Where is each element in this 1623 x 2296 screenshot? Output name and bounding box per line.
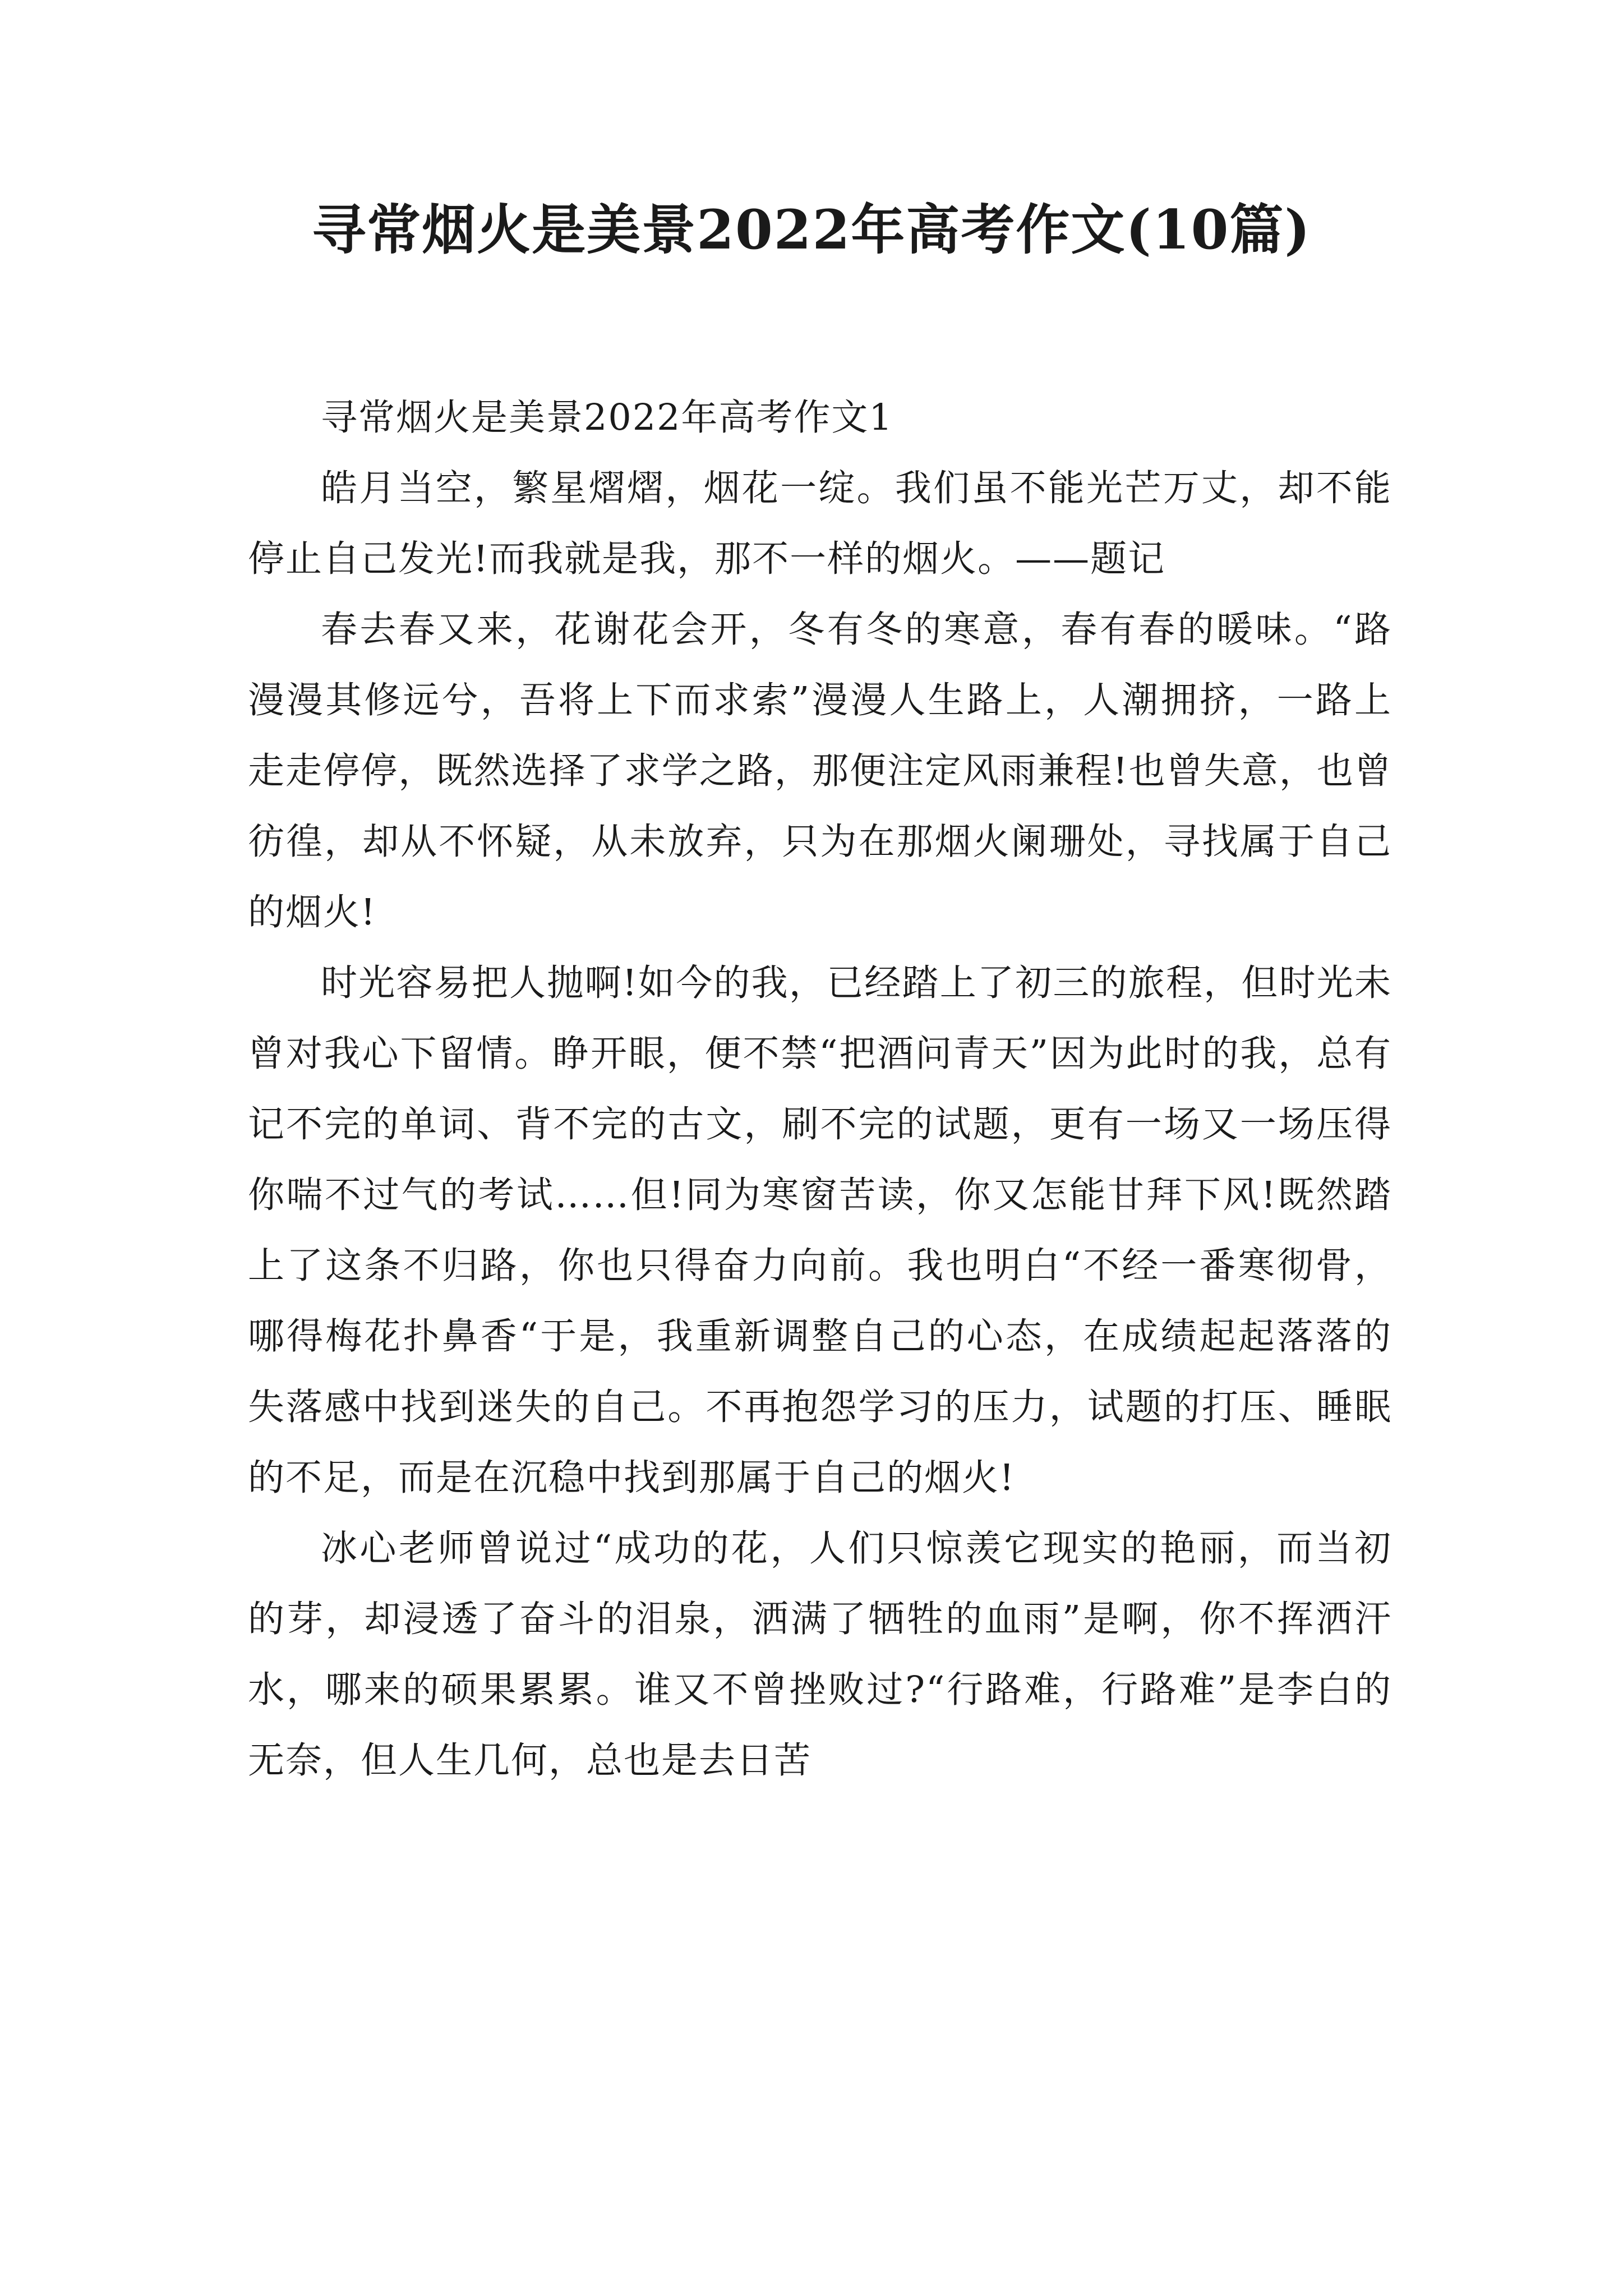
document-title: 寻常烟火是美景2022年高考作文(10篇) — [312, 198, 1311, 261]
document-body — [248, 383, 1392, 1796]
paragraph: 冰心老师曾说过“成功的花，人们只惊羡它现实的艳丽，而当初的芽，却浸透了奋斗的泪泉，洒满了牺牲的血雨”是啊，你不挥洒汗水，哪来的硕果累累。谁又不曾挫败过?“行路难，行路难”是李白的无奈，但人生几何，总也是去日苦 — [248, 1527, 1392, 1782]
paragraph: 皓月当空，繁星熠熠，烟花一绽。我们虽不能光芒万丈，却不能停止自己发光!而我就是我，那不一样的烟火。——题记 — [248, 467, 1392, 580]
section-heading: 寻常烟火是美景2022年高考作文1 — [321, 397, 893, 439]
paragraph: 时光容易把人抛啊!如今的我，已经踏上了初三的旅程，但时光未曾对我心下留情。睁开眼，便不禁“把酒问青天”因为此时的我，总有记不完的单词、背不完的古文，刷不完的试题，更有一场又一场压得你喘不过气的考试……但!同为寒窗苦读，你又怎能甘拜下风!既然踏上了这条不归路，你也只得奋力向前。我也明白“不经一番寒彻骨，哪得梅花扑鼻香“于是，我重新调整自己的心态，在成绩起起落落的失落感中找到迷失的自己。不再抱怨学习的压力，试题的打压、睡眠的不足，而是在沉稳中找到那属于自己的烟火! — [248, 962, 1392, 1499]
paragraph: 春去春又来，花谢花会开，冬有冬的寒意，春有春的暖味。“路漫漫其修远兮，吾将上下而求索”漫漫人生路上，人潮拥挤，一路上走走停停，既然选择了求学之路，那便注定风雨兼程!也曾失意，也曾彷徨，却从不怀疑，从未放弃，只为在那烟火阑珊处，寻找属于自己的烟火! — [248, 609, 1392, 933]
